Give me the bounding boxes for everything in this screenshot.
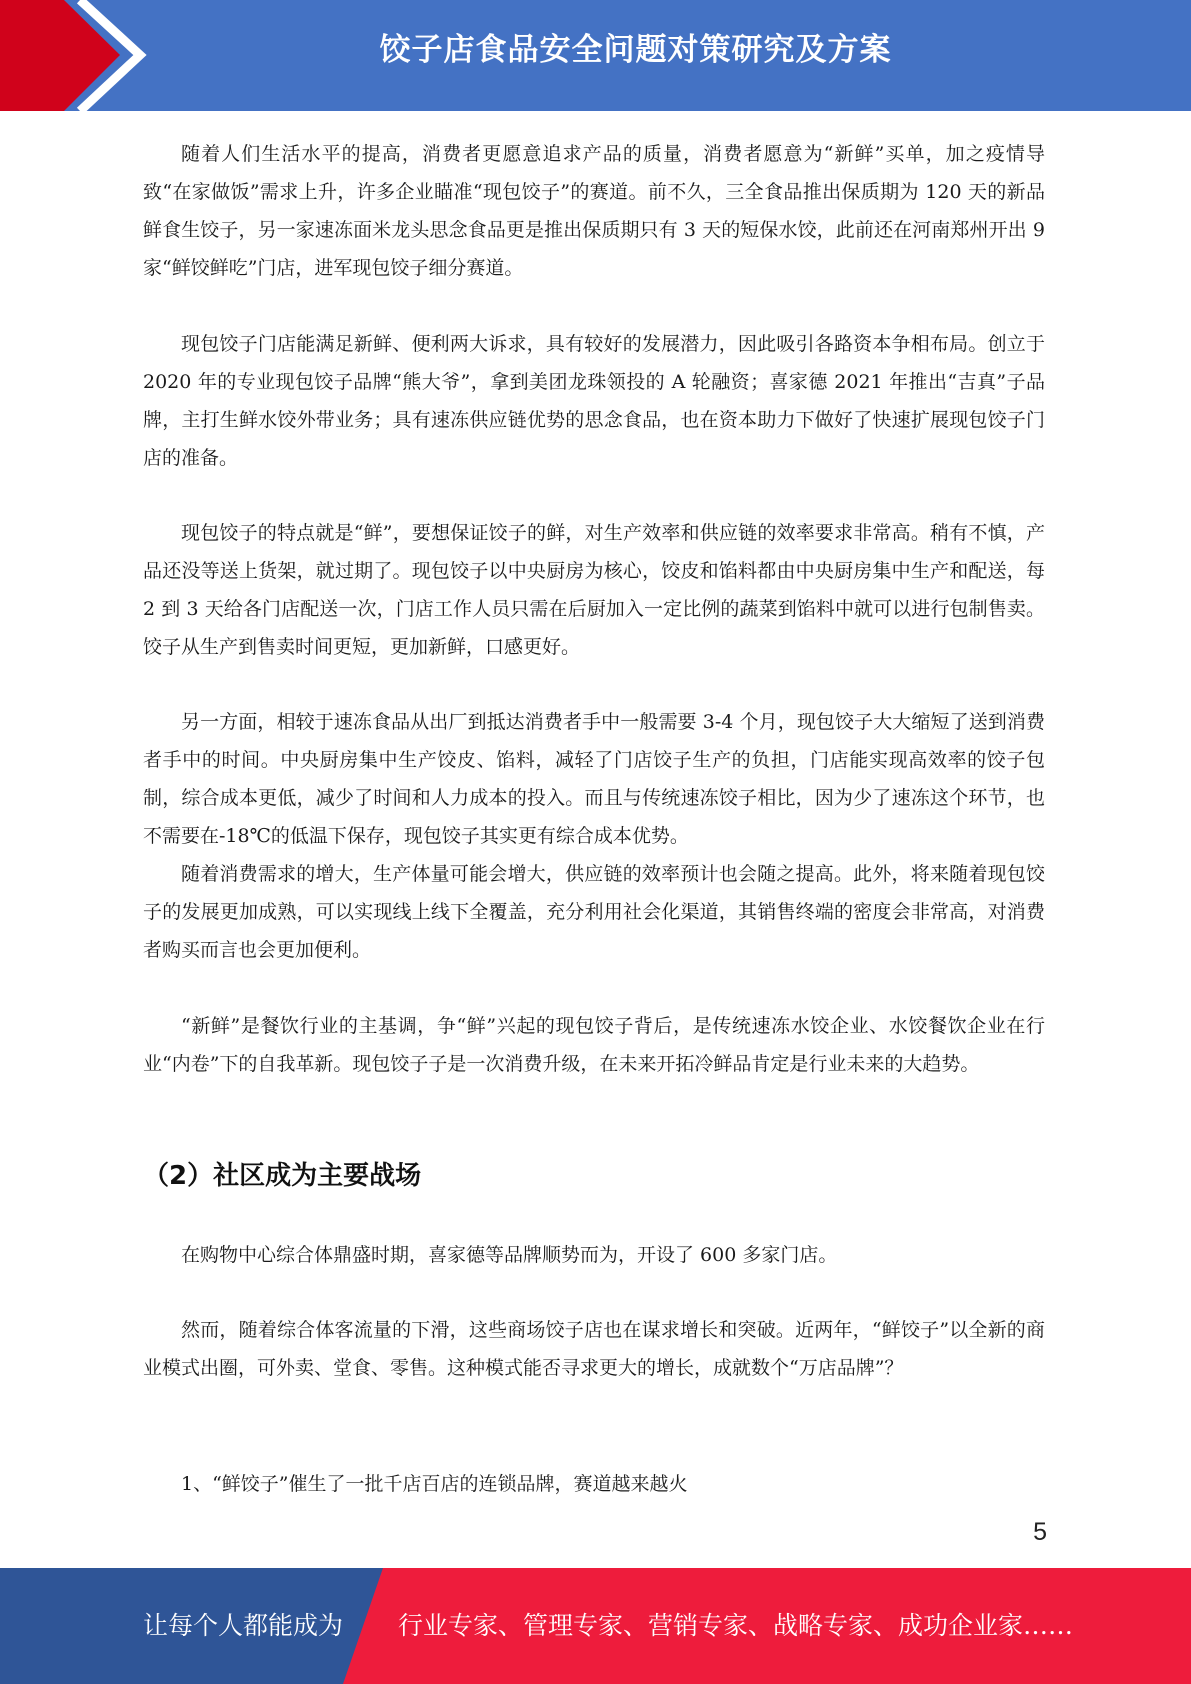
paragraph-1: 随着人们生活水平的提高，消费者更愿意追求产品的质量，消费者愿意为“新鲜”买单，加之疫情导致“在家做饭”需求上升，许多企业瞄准“现包饺子”的赛道。前不久，三全食品推出保质期为 120 天的新品鲜食生饺子，另一家速冻面米龙头思念食品更是推出保质期只有 3 天的短保水饺，此前还在河南郑州开出 9 家“鲜饺鲜吃”门店，进军现包饺子细分赛道。 <box>143 143 1045 279</box>
page-header <box>0 0 1191 111</box>
paragraph-5: 随着消费需求的增大，生产体量可能会增大，供应链的效率预计也会随之提高。此外，将来随着现包饺子的发展更加成熟，可以实现线上线下全覆盖，充分利用社会化渠道，其销售终端的密度会非常高，对消费者购买而言也会更加便利。 <box>143 863 1045 961</box>
page-number: 5 <box>1033 1518 1047 1546</box>
paragraph-3: 现包饺子的特点就是“鲜”，要想保证饺子的鲜，对生产效率和供应链的效率要求非常高。稍有不慎，产品还没等送上货架，就过期了。现包饺子以中央厨房为核心，饺皮和馅料都由中央厨房集中生产和配送，每 2 到 3 天给各门店配送一次，门店工作人员只需在后厨加入一定比例的蔬菜到馅料中就可以进行包制售卖。饺子从生产到售卖时间更短，更加新鲜，口感更好。 <box>143 522 1045 658</box>
section-heading: （2）社区成为主要战场 <box>143 1161 422 1191</box>
section-paragraph-1: 在购物中心综合体鼎盛时期，喜家德等品牌顺势而为，开设了 600 多家门店。 <box>181 1244 838 1266</box>
section-list-item-1: 1、“鲜饺子”催生了一批千店百店的连锁品牌，赛道越来越火 <box>181 1473 688 1495</box>
paragraph-6: “新鲜”是餐饮行业的主基调，争“鲜”兴起的现包饺子背后，是传统速冻水饺企业、水饺餐饮企业在行业“内卷”下的自我革新。现包饺子子是一次消费升级，在未来开拓冷鲜品肯定是行业未来的大趋势。 <box>143 1015 1045 1075</box>
paragraph-2: 现包饺子门店能满足新鲜、便利两大诉求，具有较好的发展潜力，因此吸引各路资本争相布局。创立于 2020 年的专业现包饺子品牌“熊大爷”，拿到美团龙珠领投的 A 轮融资；喜家德 2021 年推出“吉真”子品牌，主打生鲜水饺外带业务；具有速冻供应链优势的思念食品，也在资本助力下做好了快速扩展现包饺子门店的准备。 <box>143 333 1045 469</box>
footer-slogan-right: 行业专家、管理专家、营销专家、战略专家、成功企业家…… <box>398 1611 1074 1640</box>
document-title: 饺子店食品安全问题对策研究及方案 <box>379 32 892 68</box>
section-paragraph-2: 然而，随着综合体客流量的下滑，这些商场饺子店也在谋求增长和突破。近两年，“鲜饺子”以全新的商业模式出圈，可外卖、堂食、零售。这种模式能否寻求更大的增长，成就数个“万店品牌”？ <box>143 1319 1045 1379</box>
footer-slogan-left: 让每个人都能成为 <box>143 1611 344 1640</box>
page-footer <box>0 1568 1191 1684</box>
paragraph-4: 另一方面，相较于速冻食品从出厂到抵达消费者手中一般需要 3-4 个月，现包饺子大大缩短了送到消费者手中的时间。中央厨房集中生产饺皮、馅料，减轻了门店饺子生产的负担，门店能实现高效率的饺子包制，综合成本更低，减少了时间和人力成本的投入。而且与传统速冻饺子相比，因为少了速冻这个环节，也不需要在-18℃的低温下保存，现包饺子其实更有综合成本优势。 <box>143 711 1045 847</box>
